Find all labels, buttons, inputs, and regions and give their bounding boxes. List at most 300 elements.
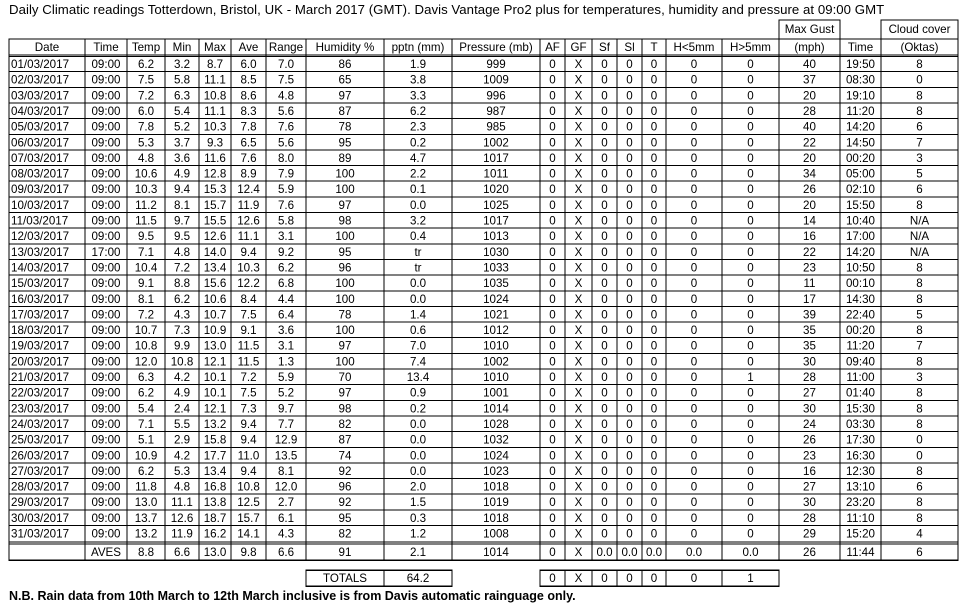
table-cell: 09:00 <box>91 464 121 478</box>
table-cell: X <box>574 449 583 463</box>
table-cell: 26 <box>803 183 816 197</box>
table-cell: 14:30 <box>845 292 876 306</box>
rain-data-note: N.B. Rain data from 10th March to 12th March inclusive is from Davis automatic rainguage only. <box>9 589 576 603</box>
table-cell: X <box>574 151 583 165</box>
table-cell: 09:00 <box>91 214 121 228</box>
table-cell: 0 <box>549 136 556 150</box>
table-cell: 0 <box>650 402 658 416</box>
table-cell: 08:30 <box>845 73 876 87</box>
table-cell: 8 <box>916 402 923 416</box>
totals-cell: 0 <box>650 572 658 586</box>
table-cell: 0.1 <box>409 183 427 197</box>
table-cell: 0 <box>601 449 608 463</box>
table-cell: 10.8 <box>134 339 158 353</box>
table-cell: 100 <box>335 183 355 197</box>
table-cell: 11:10 <box>846 511 875 525</box>
table-cell: 40 <box>803 58 816 71</box>
column-header-range: Range <box>268 41 304 54</box>
table-cell: 6 <box>916 120 923 134</box>
table-cell: 15.3 <box>203 183 227 197</box>
table-cell: X <box>574 89 583 103</box>
table-cell: 8 <box>916 292 923 306</box>
table-cell: X <box>574 104 583 118</box>
table-cell: X <box>574 198 583 212</box>
table-cell: 0 <box>650 151 658 165</box>
table-cell: 8 <box>916 355 923 369</box>
table-cell: 0 <box>690 104 698 118</box>
table-cell: 0 <box>690 183 698 197</box>
table-cell: 11.2 <box>135 198 157 212</box>
table-cell: 1024 <box>483 292 509 306</box>
cell-date: 05/03/2017 <box>11 120 70 134</box>
table-cell: 0 <box>650 527 658 541</box>
table-cell: 10.8 <box>170 355 194 369</box>
table-cell: 0 <box>747 73 754 87</box>
table-cell: 10.8 <box>237 480 260 494</box>
table-cell: 3.6 <box>173 151 191 165</box>
table-cell: 0 <box>650 198 658 212</box>
table-cell: 0 <box>747 230 754 244</box>
table-cell: 2.0 <box>409 480 427 494</box>
table-cell: 0 <box>747 277 754 291</box>
table-cell: 11:20 <box>846 104 875 118</box>
table-cell: 97 <box>338 386 352 400</box>
aves-cell: 0.0 <box>685 546 703 560</box>
table-cell: X <box>574 339 583 353</box>
table-cell: 00:20 <box>845 324 876 338</box>
table-cell: 6.0 <box>240 58 257 71</box>
table-cell: 13.0 <box>203 339 227 353</box>
table-cell: 100 <box>335 230 355 244</box>
table-cell: 8.1 <box>137 292 155 306</box>
table-cell: 9.1 <box>137 277 155 291</box>
cell-date: 19/03/2017 <box>11 339 70 353</box>
table-cell: 8 <box>916 104 923 118</box>
table-cell: 3.1 <box>277 230 295 244</box>
table-cell: 1010 <box>483 339 509 353</box>
table-cell: 0 <box>690 308 698 322</box>
table-cell: 09:00 <box>91 417 121 431</box>
table-cell: 09:00 <box>91 339 121 353</box>
table-cell: 15.5 <box>203 214 227 228</box>
table-cell: 0 <box>601 511 608 525</box>
table-cell: X <box>574 245 583 259</box>
table-cell: X <box>574 167 583 181</box>
cell-date: 13/03/2017 <box>11 245 70 259</box>
table-cell: 14.0 <box>203 245 227 259</box>
table-cell: 82 <box>338 527 352 541</box>
table-cell: 74 <box>338 449 352 463</box>
cell-date: 01/03/2017 <box>11 58 70 71</box>
table-cell: 6.2 <box>137 58 155 71</box>
table-cell: 9.4 <box>240 464 257 478</box>
table-cell: 12.6 <box>170 511 194 525</box>
column-header-af: AF <box>545 41 560 54</box>
table-cell: 0 <box>549 58 556 71</box>
table-cell: 5.1 <box>137 433 155 447</box>
table-cell: 17:00 <box>91 245 121 259</box>
table-cell: 4.2 <box>173 449 191 463</box>
table-cell: 0 <box>626 433 633 447</box>
cell-date: 22/03/2017 <box>11 386 70 400</box>
table-cell: 8.9 <box>240 167 257 181</box>
table-cell: 1 <box>747 371 754 384</box>
table-cell: 98 <box>338 214 352 228</box>
table-cell: 1025 <box>483 198 509 212</box>
aves-cell: 0.0 <box>645 546 663 560</box>
table-cell: 8 <box>916 89 923 103</box>
table-cell: 0 <box>690 402 698 416</box>
table-cell: X <box>574 277 583 291</box>
table-cell: 09:00 <box>91 136 121 150</box>
table-cell: 0 <box>650 324 658 338</box>
table-cell: 9.4 <box>240 245 257 259</box>
table-cell: 0 <box>650 292 658 306</box>
table-cell: 0.4 <box>409 230 427 244</box>
table-cell: 14:20 <box>845 120 876 134</box>
table-cell: 0 <box>747 527 754 541</box>
table-cell: 12.8 <box>203 167 227 181</box>
table-cell: 6.0 <box>137 104 155 118</box>
table-cell: 12.9 <box>274 433 298 447</box>
table-cell: 12.5 <box>237 496 260 510</box>
table-cell: 0 <box>747 324 754 338</box>
table-cell: 12.0 <box>274 480 298 494</box>
table-cell: 0 <box>549 292 556 306</box>
table-cell: 0 <box>626 151 633 165</box>
table-cell: 5.6 <box>277 104 295 118</box>
table-cell: 1002 <box>483 355 509 369</box>
table-cell: 0 <box>601 245 608 259</box>
aves-cell: 8.8 <box>137 546 155 560</box>
table-cell: 0 <box>626 355 633 369</box>
table-cell: 5.3 <box>137 136 155 150</box>
table-cell: 0 <box>650 464 658 478</box>
table-cell: 89 <box>338 151 352 165</box>
table-cell: 0.0 <box>409 277 427 291</box>
table-cell: 0 <box>549 308 556 322</box>
table-cell: 0 <box>650 136 658 150</box>
table-cell: 6.8 <box>277 277 295 291</box>
table-cell: 4.8 <box>173 480 191 494</box>
column-header--oktas-: (Oktas) <box>900 41 939 54</box>
aves-cell: 0.0 <box>742 546 759 560</box>
table-cell: 0 <box>747 198 754 212</box>
table-cell: 5.4 <box>137 402 155 416</box>
table-cell: 27 <box>803 480 816 494</box>
table-cell: 8 <box>916 386 923 400</box>
table-cell: 0 <box>747 104 754 118</box>
table-cell: 8 <box>916 58 923 71</box>
table-cell: 12.4 <box>237 183 260 197</box>
table-cell: 2.9 <box>173 433 191 447</box>
table-cell: 11.5 <box>237 339 260 353</box>
table-cell: 1018 <box>483 480 509 494</box>
aves-label: AVES <box>90 546 122 560</box>
table-cell: 13.8 <box>203 496 227 510</box>
table-cell: 0 <box>650 433 658 447</box>
table-cell: 6.3 <box>173 89 191 103</box>
table-cell: 0 <box>549 261 556 275</box>
table-cell: 05:00 <box>845 167 876 181</box>
table-cell: 13.2 <box>203 417 227 431</box>
table-cell: 7.2 <box>173 261 191 275</box>
table-cell: 4.8 <box>173 245 191 259</box>
table-cell: 3.3 <box>409 89 427 103</box>
table-cell: 0 <box>690 433 698 447</box>
table-cell: 0 <box>626 402 633 416</box>
table-cell: tr <box>414 261 422 275</box>
table-cell: 0 <box>747 480 754 494</box>
table-cell: 8 <box>916 261 923 275</box>
table-cell: 17 <box>803 292 816 306</box>
aves-cell: 91 <box>338 546 352 560</box>
table-cell: 24 <box>803 417 816 431</box>
table-cell: X <box>574 308 583 322</box>
aves-cell: X <box>574 546 583 560</box>
column-header-pptn-mm-: pptn (mm) <box>391 41 445 54</box>
table-cell: 11:20 <box>846 339 875 353</box>
table-cell: 0 <box>690 214 698 228</box>
table-cell: 23 <box>803 449 816 463</box>
table-cell: 26 <box>803 433 816 447</box>
table-cell: 0.0 <box>409 292 427 306</box>
table-cell: 1017 <box>483 214 509 228</box>
table-cell: 13.0 <box>134 496 158 510</box>
table-cell: 3 <box>916 371 923 384</box>
table-cell: 0 <box>601 464 608 478</box>
table-cell: 0 <box>650 245 658 259</box>
table-cell: 13.4 <box>406 371 430 384</box>
table-cell: 0 <box>747 292 754 306</box>
table-cell: 7.5 <box>137 73 155 87</box>
table-cell: 86 <box>338 58 352 71</box>
table-cell: 0 <box>601 480 608 494</box>
table-cell: 0 <box>626 214 633 228</box>
table-cell: 0 <box>690 480 698 494</box>
table-cell: 7.2 <box>240 371 257 384</box>
table-cell: 0 <box>747 355 754 369</box>
table-cell: 15.6 <box>203 277 227 291</box>
table-cell: 13.4 <box>203 261 227 275</box>
table-cell: 0 <box>601 198 608 212</box>
table-cell: 5.9 <box>277 183 295 197</box>
table-cell: 0 <box>601 73 608 87</box>
table-cell: 5.8 <box>173 73 191 87</box>
table-cell: 10.3 <box>134 183 158 197</box>
table-cell: 0 <box>549 449 556 463</box>
table-cell: 95 <box>338 245 352 259</box>
table-cell: 0 <box>626 198 633 212</box>
table-cell: 0 <box>916 449 923 463</box>
table-cell: 0 <box>549 324 556 338</box>
table-cell: 7.5 <box>240 308 257 322</box>
column-header-humidity-: Humidity % <box>315 41 375 54</box>
table-cell: 0 <box>747 136 754 150</box>
cell-date: 31/03/2017 <box>11 527 70 541</box>
table-cell: 8.6 <box>240 89 257 103</box>
table-cell: 14 <box>803 214 816 228</box>
table-cell: 0 <box>747 511 754 525</box>
table-cell: 0.0 <box>409 433 427 447</box>
table-cell: 14:50 <box>845 136 876 150</box>
table-cell: 0 <box>747 433 754 447</box>
table-cell: 0 <box>601 183 608 197</box>
aves-cell: 11:44 <box>846 546 875 560</box>
table-cell: 16 <box>803 230 816 244</box>
table-cell: 0 <box>549 89 556 103</box>
table-cell: 1002 <box>483 136 509 150</box>
table-cell: 11.5 <box>237 355 260 369</box>
table-cell: 4.8 <box>277 89 295 103</box>
table-cell: 0 <box>601 527 608 541</box>
table-cell: 0 <box>626 339 633 353</box>
table-cell: 17:00 <box>845 230 876 244</box>
totals-cell: 1 <box>747 572 754 586</box>
table-cell: 0 <box>626 324 633 338</box>
table-cell: 6.2 <box>137 464 155 478</box>
table-cell: 97 <box>338 89 352 103</box>
table-cell: 8.5 <box>240 73 257 87</box>
table-cell: 95 <box>338 511 352 525</box>
table-cell: 0 <box>601 58 608 71</box>
table-cell: 87 <box>338 433 352 447</box>
table-cell: 0 <box>626 245 633 259</box>
table-cell: 0 <box>601 89 608 103</box>
table-cell: 0 <box>916 433 923 447</box>
table-cell: 5.3 <box>173 464 191 478</box>
cell-date: 16/03/2017 <box>11 292 70 306</box>
table-cell: 09:00 <box>91 308 121 322</box>
table-cell: 0 <box>626 73 633 87</box>
table-cell: 18.7 <box>203 511 227 525</box>
table-cell: 0 <box>690 277 698 291</box>
table-cell: X <box>574 371 583 384</box>
table-cell: 0.0 <box>409 449 427 463</box>
table-cell: 1024 <box>483 449 509 463</box>
table-cell: 5.9 <box>277 371 295 384</box>
table-cell: 0 <box>747 167 754 181</box>
table-cell: 0 <box>549 120 556 134</box>
table-cell: 0 <box>690 464 698 478</box>
table-cell: 1012 <box>483 324 509 338</box>
table-cell: 16 <box>803 464 816 478</box>
table-cell: 10.9 <box>134 449 158 463</box>
table-cell: X <box>574 230 583 244</box>
totals-cell: 0 <box>626 572 633 586</box>
table-cell: 0 <box>747 261 754 275</box>
table-cell: 5.8 <box>277 214 295 228</box>
table-cell: 15.7 <box>203 198 227 212</box>
cell-date: 24/03/2017 <box>11 417 70 431</box>
table-cell: 5.4 <box>173 104 191 118</box>
table-cell: 12.6 <box>237 214 260 228</box>
table-cell: 0 <box>549 402 556 416</box>
table-cell: 1021 <box>483 308 509 322</box>
cell-date: 07/03/2017 <box>11 151 70 165</box>
table-cell: 0 <box>650 339 658 353</box>
table-cell: 1018 <box>483 511 509 525</box>
table-cell: 100 <box>335 324 355 338</box>
table-cell: N/A <box>909 214 930 228</box>
table-cell: 10.6 <box>134 167 158 181</box>
table-cell: 0 <box>650 89 658 103</box>
table-cell: 0 <box>650 417 658 431</box>
table-cell: 09:00 <box>91 371 121 384</box>
table-cell: 0 <box>601 136 608 150</box>
column-header-sf: Sf <box>599 41 610 54</box>
table-cell: 1.4 <box>409 308 427 322</box>
table-cell: 1014 <box>483 402 509 416</box>
table-cell: 7.0 <box>409 339 427 353</box>
table-cell: 97 <box>338 339 352 353</box>
table-cell: 0 <box>690 292 698 306</box>
aves-cell: 0.0 <box>596 546 613 560</box>
table-cell: 1032 <box>483 433 509 447</box>
table-cell: 70 <box>338 371 352 384</box>
table-cell: 10:50 <box>845 261 876 275</box>
column-header-gf: GF <box>570 41 587 54</box>
table-cell: 6.3 <box>137 371 155 384</box>
table-cell: 92 <box>338 464 352 478</box>
table-cell: 100 <box>335 277 355 291</box>
table-cell: X <box>574 58 583 71</box>
table-cell: 65 <box>338 73 352 87</box>
table-cell: 7.2 <box>137 308 155 322</box>
table-cell: 0 <box>626 464 633 478</box>
table-cell: 0 <box>626 277 633 291</box>
table-cell: 6.4 <box>277 308 295 322</box>
table-cell: 0 <box>690 89 698 103</box>
table-cell: 9.9 <box>173 339 191 353</box>
table-cell: 0 <box>690 449 698 463</box>
table-cell: 09:00 <box>91 183 121 197</box>
table-cell: 6 <box>916 183 923 197</box>
table-cell: 0 <box>650 449 658 463</box>
table-cell: 8.8 <box>173 277 191 291</box>
table-cell: 0 <box>601 386 608 400</box>
table-cell: 6 <box>916 480 923 494</box>
table-cell: 0 <box>650 386 658 400</box>
aves-cell: 6.6 <box>277 546 295 560</box>
table-cell: 4.2 <box>173 371 191 384</box>
table-cell: 1.9 <box>409 58 427 71</box>
table-cell: 1023 <box>483 464 509 478</box>
table-cell: 20 <box>803 89 816 103</box>
cell-date: 25/03/2017 <box>11 433 70 447</box>
table-cell: X <box>574 261 583 275</box>
table-cell: 78 <box>338 120 352 134</box>
table-cell: 01:40 <box>845 386 876 400</box>
table-cell: X <box>574 292 583 306</box>
table-cell: 35 <box>803 339 816 353</box>
table-cell: 30 <box>803 355 816 369</box>
table-cell: 0 <box>650 120 658 134</box>
table-cell: 0 <box>650 167 658 181</box>
table-cell: 1001 <box>483 386 509 400</box>
table-cell: 09:00 <box>91 151 121 165</box>
table-cell: 6.5 <box>240 136 257 150</box>
table-cell: 7.3 <box>240 402 257 416</box>
report-title: Daily Climatic readings Totterdown, Bristol, UK - March 2017 (GMT). Davis Vantage Pro2 plus for temperatures, humidity and pressure at 09:00 GMT <box>9 2 885 17</box>
table-cell: 9.4 <box>240 433 257 447</box>
table-cell: 1020 <box>483 183 509 197</box>
table-cell: 10.8 <box>203 89 227 103</box>
table-cell: X <box>574 120 583 134</box>
table-cell: 4.9 <box>173 386 191 400</box>
cell-date: 21/03/2017 <box>11 371 70 384</box>
table-cell: 28 <box>803 104 816 118</box>
